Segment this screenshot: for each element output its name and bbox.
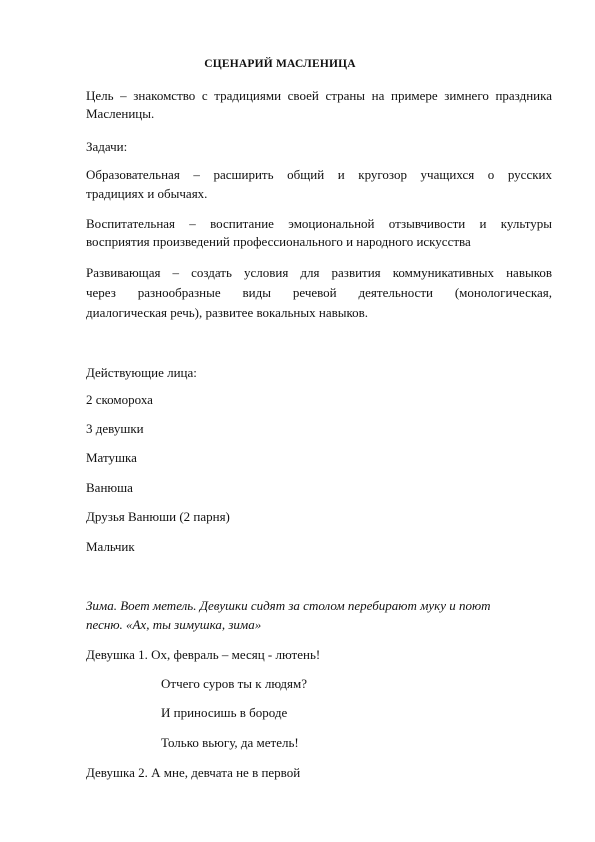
stage-direction-line-2: песню. «Ах, ты зимушка, зима» bbox=[86, 617, 262, 632]
characters-heading: Действующие лица: bbox=[86, 365, 197, 380]
character-item: Ванюша bbox=[86, 480, 133, 495]
educational-task-line-1: Образовательная – расширить общий и кругозор учащихся о русских bbox=[86, 167, 552, 182]
character-item: 3 девушки bbox=[86, 421, 144, 436]
educational-task-line-2: традициях и обычаях. bbox=[86, 186, 208, 201]
upbringing-task-line-1: Воспитательная – воспитание эмоциональной отзывчивости и культуры bbox=[86, 216, 552, 231]
tasks-heading: Задачи: bbox=[86, 139, 128, 154]
dialogue-verse: И приносишь в бороде bbox=[161, 705, 288, 720]
developing-task-line-3: диалогическая речь), развитее вокальных навыков. bbox=[86, 305, 369, 320]
developing-task-line-1: Развивающая – создать условия для развития коммуникативных навыков bbox=[86, 265, 552, 280]
developing-task-line-2: через разнообразные виды речевой деятельности (монологическая, bbox=[86, 285, 552, 300]
dialogue-verse: Только вьюгу, да метель! bbox=[161, 735, 299, 750]
character-item: 2 скомороха bbox=[86, 392, 153, 407]
stage-direction-line-1: Зима. Воет метель. Девушки сидят за столом перебирают муку и поют bbox=[86, 598, 491, 613]
document-title: СЦЕНАРИЙ МАСЛЕНИЦА bbox=[204, 58, 356, 70]
goal-text-line-2: Масленицы. bbox=[86, 106, 155, 121]
character-item: Матушка bbox=[86, 450, 137, 465]
character-item: Друзья Ванюши (2 парня) bbox=[86, 509, 230, 524]
dialogue-girl1: Девушка 1. Ох, февраль – месяц - лютень! bbox=[86, 647, 321, 662]
goal-text-line-1: Цель – знакомство с традициями своей страны на примере зимнего праздника bbox=[86, 88, 552, 103]
upbringing-task-line-2: восприятия произведений профессионального и народного искусства bbox=[86, 234, 471, 249]
dialogue-girl2: Девушка 2. А мне, девчата не в первой bbox=[86, 765, 301, 780]
dialogue-verse: Отчего суров ты к людям? bbox=[161, 676, 307, 691]
character-item: Мальчик bbox=[86, 539, 135, 554]
